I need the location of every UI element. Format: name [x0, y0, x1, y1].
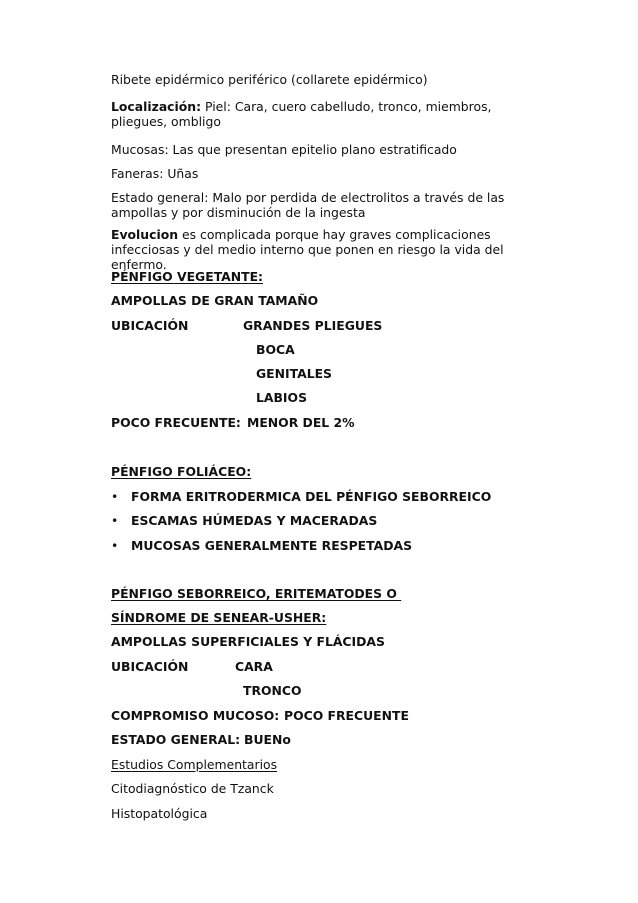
vegetante-ubicacion-1: GRANDES PLIEGUES: [243, 318, 383, 333]
histopatologica: Histopatológica: [111, 806, 208, 821]
bullet-icon: •: [111, 489, 119, 504]
vegetante-ubicacion-label: UBICACIÓN: [111, 318, 189, 333]
vegetante-frecuencia-value: MENOR DEL 2%: [247, 415, 355, 430]
text-evolucion: es complicada porque hay graves complicaciones infecciosas y del medio interno que ponen en riesgo la vida del enfermo.: [111, 227, 504, 272]
paragraph-mucosas: Mucosas: Las que presentan epitelio plano estratificado: [111, 142, 457, 157]
vegetante-ubicacion-3: GENITALES: [256, 366, 332, 381]
citodiagnostico-tzanck: Citodiagnóstico de Tzanck: [111, 781, 274, 796]
vegetante-ampollas: AMPOLLAS DE GRAN TAMAÑO: [111, 293, 319, 308]
vegetante-frecuencia-label: POCO FRECUENTE:: [111, 415, 241, 430]
seborreico-ubicacion-label: UBICACIÓN: [111, 659, 189, 674]
heading-sindrome-senear-usher: SÍNDROME DE SENEAR-USHER:: [111, 610, 327, 625]
label-localizacion: Localización:: [111, 99, 202, 114]
seborreico-ampollas: AMPOLLAS SUPERFICIALES Y FLÁCIDAS: [111, 634, 385, 649]
paragraph-ribete: Ribete epidérmico periférico (collarete epidérmico): [111, 72, 428, 87]
vegetante-ubicacion-2: BOCA: [256, 342, 295, 357]
bullet-icon: •: [111, 538, 119, 553]
paragraph-localizacion: [111, 99, 551, 129]
estudios-complementarios-link[interactable]: Estudios Complementarios: [111, 757, 278, 772]
text-localizacion: Piel: Cara, cuero cabelludo, tronco, miembros, pliegues, ombligo: [111, 99, 492, 129]
heading-penfigo-vegetante: PÉNFIGO VEGETANTE:: [111, 269, 264, 284]
seborreico-estado-label: ESTADO GENERAL:: [111, 732, 241, 747]
label-evolucion: Evolucion: [111, 227, 179, 242]
seborreico-compromiso-label: COMPROMISO MUCOSO:: [111, 708, 280, 723]
vegetante-ubicacion-4: LABIOS: [256, 390, 307, 405]
paragraph-evolucion: [111, 227, 551, 272]
heading-penfigo-foliaceo: PÉNFIGO FOLIÁCEO:: [111, 464, 252, 479]
paragraph-estado-general: Estado general: Malo por perdida de electrolitos a través de las ampollas y por disminución de la ingesta: [111, 190, 505, 220]
seborreico-ubicacion-1: CARA: [235, 659, 273, 674]
seborreico-estado-value: BUENo: [244, 732, 291, 747]
seborreico-ubicacion-2: TRONCO: [243, 683, 302, 698]
seborreico-compromiso-value: POCO FRECUENTE: [284, 708, 409, 723]
heading-penfigo-seborreico: PÉNFIGO SEBORREICO, ERITEMATODES O: [111, 586, 402, 601]
paragraph-faneras: Faneras: Uñas: [111, 166, 199, 181]
bullet-icon: •: [111, 513, 119, 528]
document-page: Ribete epidérmico periférico (collarete epidérmico) Localización: Piel: Cara, cuero cabelludo, tronco, miembros, pliegues, ombligo Mucosas: Las que presentan epitelio plano estratificado Faneras: Uñas Estado general: Malo por perdida de electrolitos a través de las ampollas y por disminución de la ingesta Evolucion es complicada porque hay graves complicaciones infecciosas y del medio interno que ponen en riesgo la vida del enfermo. PÉNFIGO VEGETANTE: AMPOLLAS DE GRAN TAMAÑO UBICACIÓN GRANDES PLIEGUES BOCA GENITALES LABIOS POCO FRECUENTE: MENOR DEL 2% PÉNFIGO FOLIÁCEO: • FORMA ERITRODERMICA DEL PÉNFIGO SEBORREICO • ESCAMAS HÚMEDAS Y MACERADAS • MUCOSAS GENERALMENTE RESPETADAS PÉNFIGO SEBORREICO, ERITEMATODES O SÍNDROME DE SENEAR-USHER: AMPOLLAS SUPERFICIALES Y FLÁCIDAS UBICACIÓN CARA TRONCO COMPROMISO MUCOSO: POCO FRECUENTE ESTADO GENERAL: BUENo Estudios Complementarios Citodiagnóstico de Tzanck Histopatológica: [0, 0, 638, 903]
